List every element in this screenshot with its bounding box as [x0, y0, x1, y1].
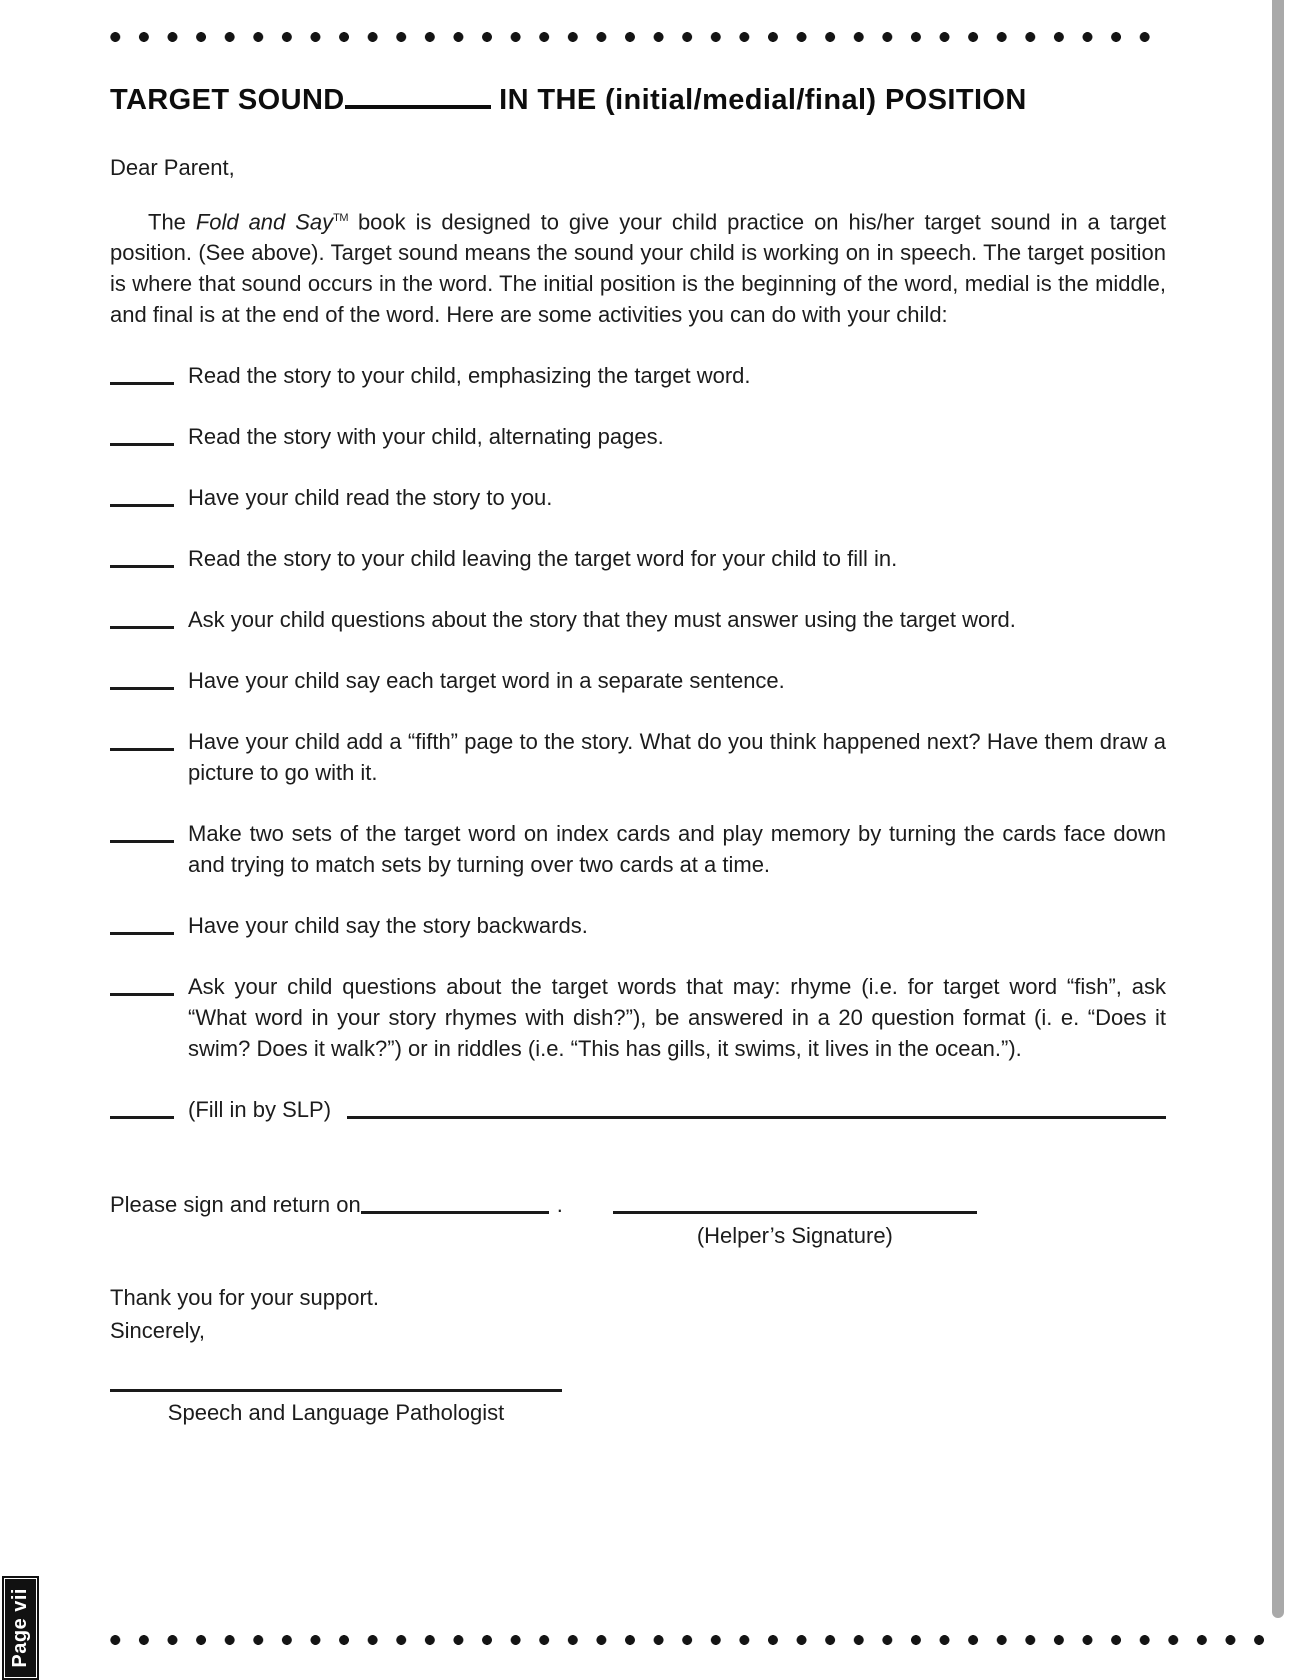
book-title: Fold and Say	[195, 209, 334, 235]
activity-row	[110, 604, 1166, 635]
thank-you-line: Thank you for your support.	[110, 1285, 380, 1311]
activity-row	[110, 971, 1166, 1064]
target-sound-blank-line	[345, 105, 491, 109]
title-target-sound-label: TARGET SOUND	[110, 84, 345, 116]
page-number-label: Page vii	[9, 1588, 31, 1668]
activity-row	[110, 543, 1166, 574]
activity-text: Have your child read the story to you.	[188, 485, 553, 511]
activity-row	[110, 482, 1166, 513]
checkbox-blank-line	[110, 360, 174, 385]
activity-text: Have your child say each target word in a separate sentence.	[188, 668, 785, 694]
page-number-tab	[2, 1576, 39, 1680]
activity-row	[110, 818, 1166, 880]
scrollbar-thumb[interactable]	[1272, 0, 1284, 1618]
fill-in-by-slp-row	[110, 1094, 1166, 1125]
helper-signature-label: (Helper’s Signature)	[696, 1223, 893, 1249]
helper-signature-block	[613, 1189, 977, 1251]
return-date-blank-line	[361, 1189, 549, 1214]
closing-block	[110, 1281, 1166, 1347]
checkbox-blank-line	[110, 818, 174, 843]
page-title	[110, 84, 1166, 117]
sign-return-prompt: Please sign and return on	[110, 1192, 361, 1218]
intro-paragraph	[110, 203, 1166, 330]
slp-signature-label: Speech and Language Pathologist	[167, 1400, 505, 1426]
checkbox-blank-line	[110, 910, 174, 935]
sign-and-return-row	[110, 1189, 1166, 1251]
checkbox-blank-line	[110, 1094, 174, 1119]
slp-signature-block	[110, 1389, 562, 1426]
activity-row	[110, 726, 1166, 788]
checkbox-blank-line	[110, 971, 174, 996]
helper-signature-blank-line	[613, 1189, 977, 1214]
activity-list	[110, 360, 1166, 1125]
activity-text: Ask your child questions about the target words that may: rhyme (i.e. for target word “fish”, ask “What word in your story rhymes with dish?”), be answered in a 20 question format (i. e. “Does it swim? Does it walk?”) or in riddles (i.e. “This has gills, it swims, it lives in the ocean.”).	[188, 974, 1166, 1062]
slp-fill-in-blank-line	[347, 1094, 1166, 1119]
activity-text: Make two sets of the target word on index cards and play memory by turning the cards face down and trying to match sets by turning over two cards at a time.	[188, 821, 1166, 878]
slp-signature-line	[110, 1389, 562, 1392]
activity-text: Have your child say the story backwards.	[188, 913, 588, 939]
activity-row	[110, 665, 1166, 696]
activity-row	[110, 910, 1166, 941]
intro-lead: The	[148, 209, 196, 235]
sincerely-line: Sincerely,	[110, 1318, 205, 1344]
activity-text: Have your child add a “fifth” page to the story. What do you think happened next? Have them draw a picture to go with it.	[188, 729, 1166, 786]
decorative-dots-top	[101, 31, 1151, 43]
checkbox-blank-line	[110, 665, 174, 690]
decorative-dots-bottom	[101, 1634, 1266, 1646]
fill-in-label: (Fill in by SLP)	[188, 1097, 332, 1123]
activity-row	[110, 421, 1166, 452]
checkbox-blank-line	[110, 543, 174, 568]
salutation: Dear Parent,	[110, 155, 235, 180]
activity-text: Read the story with your child, alternating pages.	[188, 424, 664, 450]
activity-row	[110, 360, 1166, 391]
checkbox-blank-line	[110, 421, 174, 446]
period: .	[556, 1192, 563, 1218]
intro-rest: book is designed to give your child practice on his/her target sound in a target position. (See above). Target sound means the sound your child is working on in speech. The target position is where that sound occurs in the word. The initial position is the beginning of the word, medial is the middle, and final is at the end of the word. Here are some activities you can do with your child:	[110, 209, 1166, 328]
checkbox-blank-line	[110, 604, 174, 629]
activity-text: Ask your child questions about the story that they must answer using the target word.	[188, 607, 1016, 633]
activity-text: Read the story to your child, emphasizing the target word.	[188, 363, 751, 389]
trademark-symbol: TM	[333, 212, 349, 224]
title-position-label: IN THE (initial/medial/final) POSITION	[499, 84, 1027, 116]
checkbox-blank-line	[110, 726, 174, 751]
letter-body	[110, 84, 1166, 1426]
activity-text: Read the story to your child leaving the target word for your child to fill in.	[188, 546, 898, 572]
checkbox-blank-line	[110, 482, 174, 507]
